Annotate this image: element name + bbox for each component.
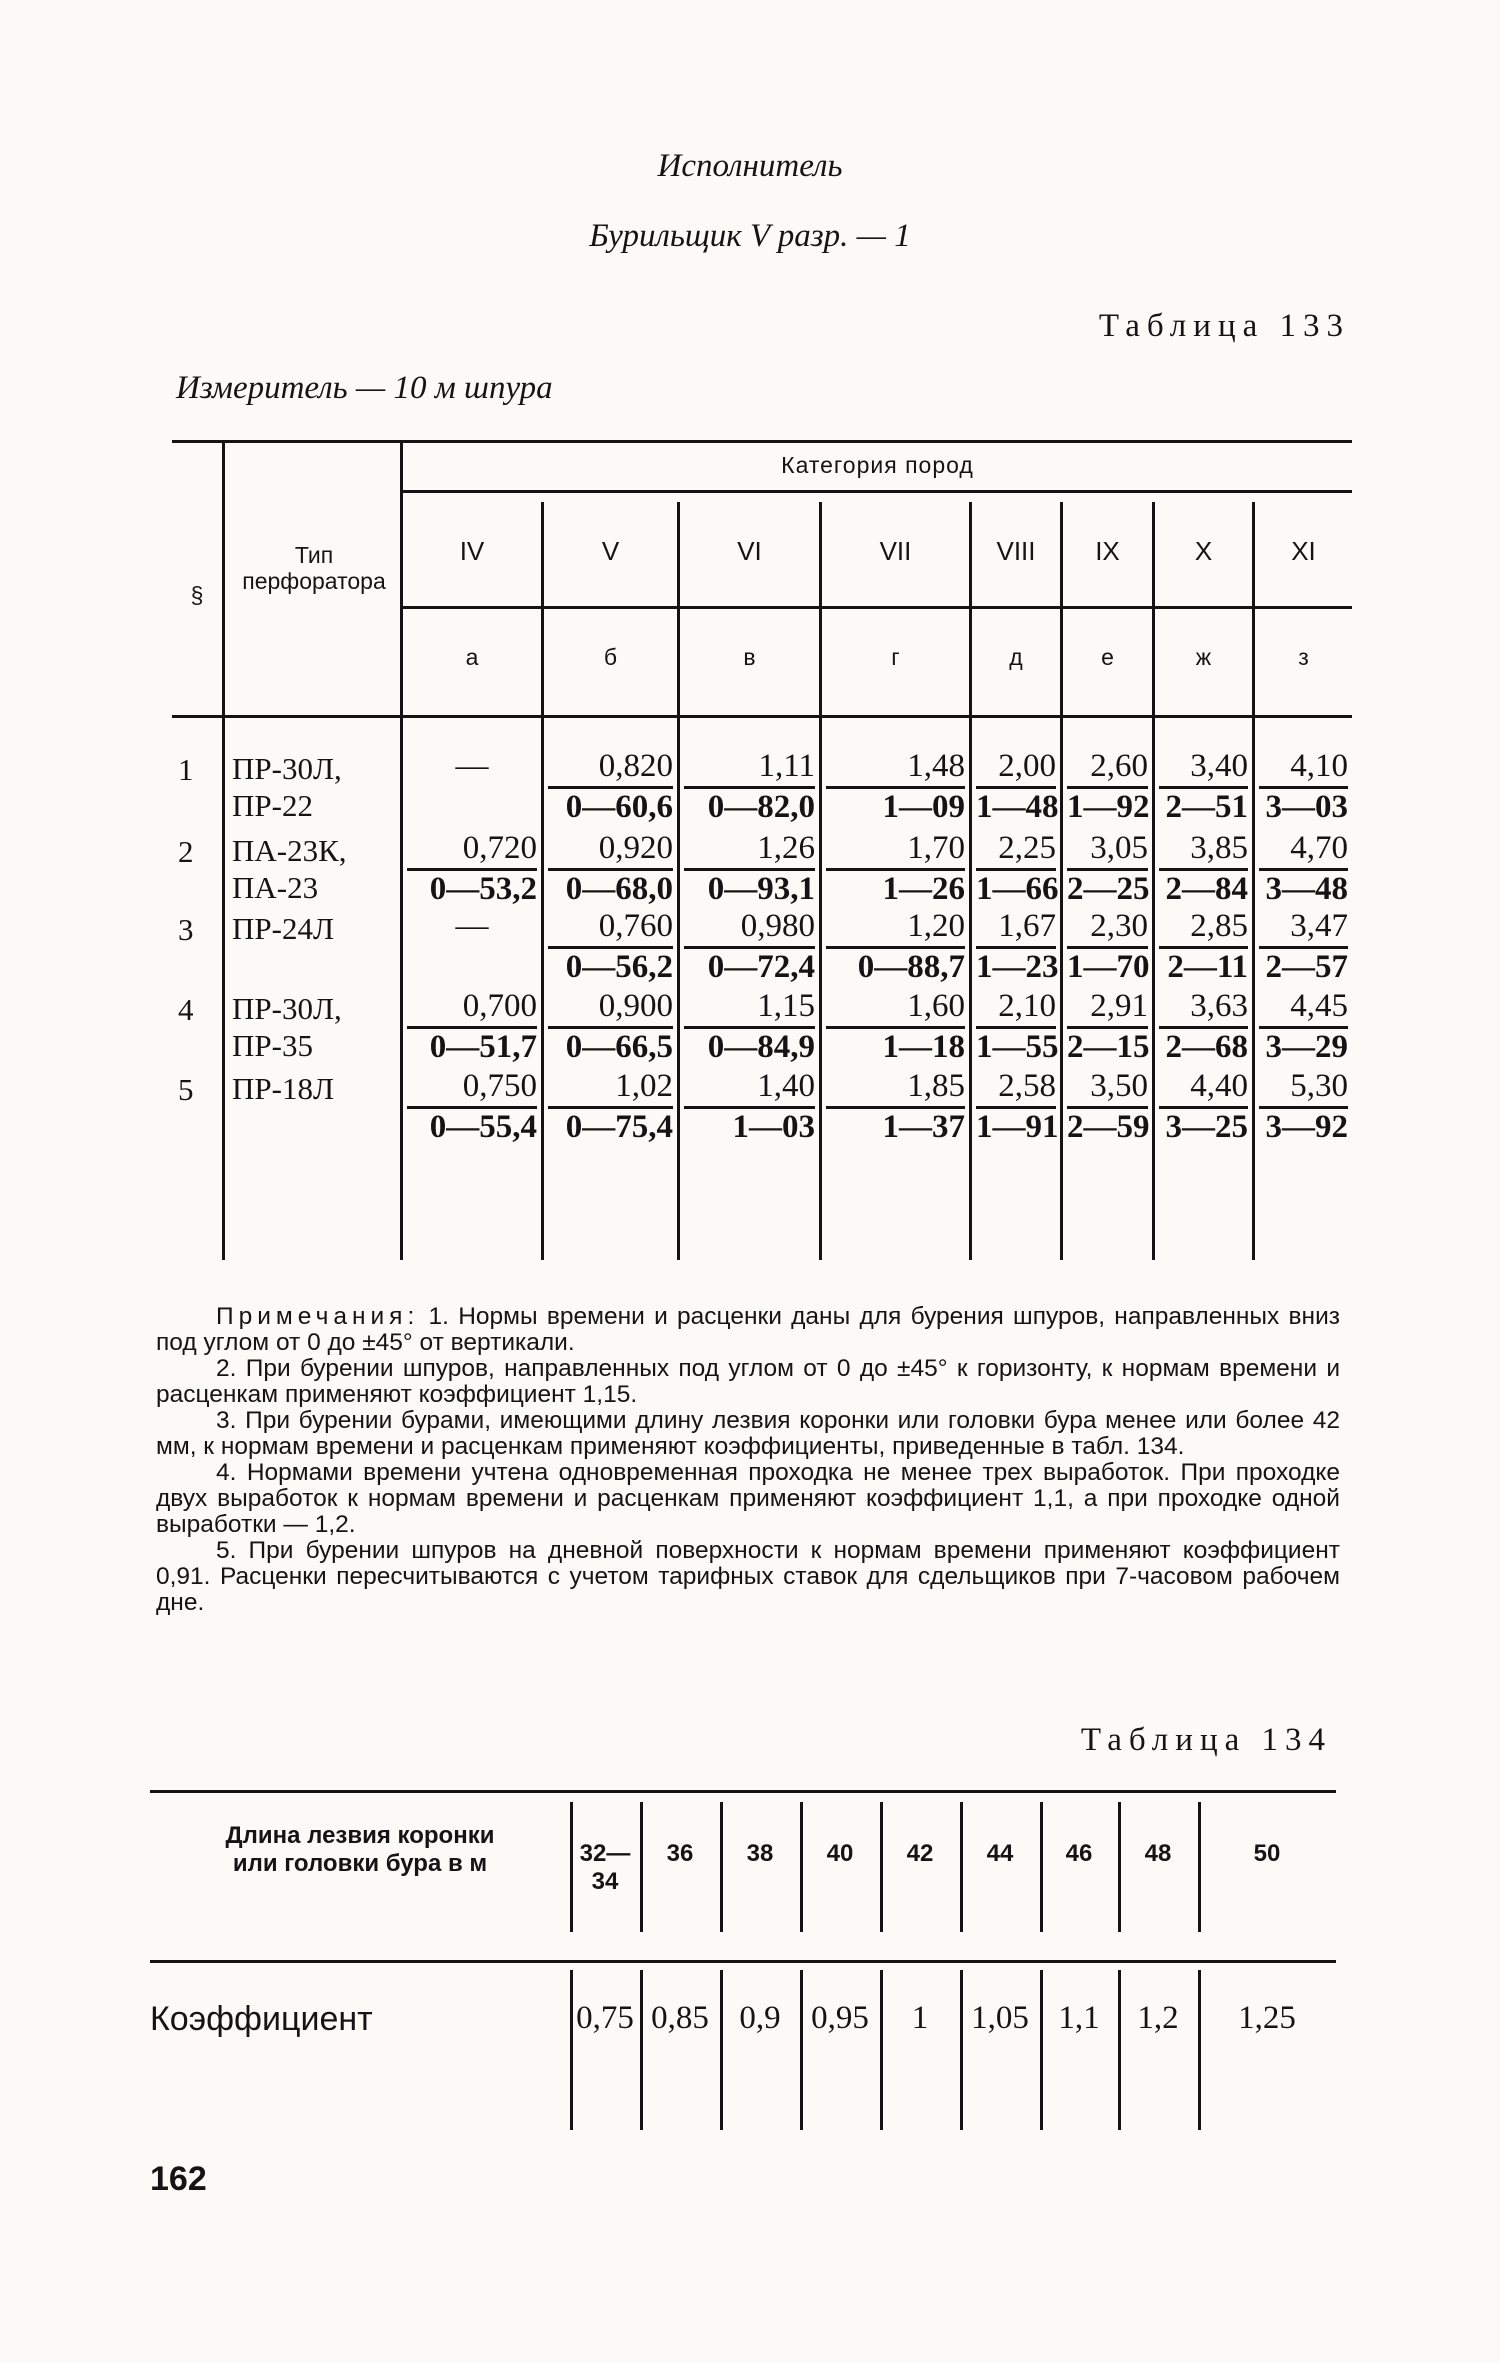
- coefficient-value: 1,25: [1238, 2000, 1296, 2036]
- table-cell: 2,10 1—55: [976, 988, 1059, 1065]
- table-cell: 0,760 0—56,2: [548, 908, 673, 985]
- coefficient-value: 1: [911, 2000, 929, 2036]
- table-cell: 0,820 0—60,6: [548, 748, 673, 825]
- table-133-measure: Измеритель — 10 м шпура: [176, 370, 553, 406]
- coefficient-value: 0,75: [576, 2000, 634, 2036]
- perforator-type: ПР-30Л, ПР-35: [232, 991, 342, 1063]
- category-header: VI: [737, 536, 762, 566]
- table-cell: 1,02 0—75,4: [548, 1068, 673, 1145]
- perforator-type: ПР-30Л, ПР-22: [232, 751, 342, 823]
- table-cell: 1,26 0—93,1: [684, 830, 815, 907]
- executor-name: Бурильщик V разр. — 1: [589, 218, 911, 254]
- table-cell: 3,85 2—84: [1159, 830, 1248, 907]
- coefficient-label: Коэффициент: [150, 2000, 373, 2038]
- table-cell: 1,48 1—09: [826, 748, 965, 825]
- table-cell: 0,700 0—51,7: [407, 988, 537, 1065]
- category-letter: а: [465, 644, 479, 670]
- notes-label: Примечания:: [216, 1303, 420, 1330]
- table-134: [150, 1790, 1336, 2130]
- row-number: 3: [178, 912, 194, 947]
- table-cell: 4,40 3—25: [1159, 1068, 1248, 1145]
- table-cell: 4,10 3—03: [1259, 748, 1348, 825]
- category-header: IV: [459, 536, 485, 566]
- page-number: 162: [150, 2160, 207, 2198]
- coefficient-value: 1,05: [971, 2000, 1029, 2036]
- table-cell: 3,50 2—59: [1067, 1068, 1150, 1145]
- row-number: 2: [178, 834, 194, 869]
- blade-length: 50: [1253, 1840, 1281, 1867]
- table-cell: 0,750 0—55,4: [407, 1068, 537, 1145]
- table-cell: 2,30 1—70: [1067, 908, 1150, 985]
- table-cell: 2,91 2—15: [1067, 988, 1150, 1065]
- blade-length: 36: [666, 1840, 694, 1867]
- category-letter: ж: [1195, 644, 1212, 670]
- table-cell: 2,58 1—91: [976, 1068, 1059, 1145]
- blade-length: 44: [986, 1840, 1014, 1867]
- category-letter: з: [1298, 644, 1309, 670]
- blade-length: 40: [826, 1840, 854, 1867]
- table-134-header: Длина лезвия коронки или головки бура в м: [225, 1822, 495, 1877]
- table-cell: 0,720 0—53,2: [407, 830, 537, 907]
- table-133-title: Таблица 133: [1098, 308, 1350, 344]
- table-cell: 2,85 2—11: [1159, 908, 1248, 985]
- notes: [156, 1304, 1340, 1616]
- table-cell: 3,05 2—25: [1067, 830, 1150, 907]
- category-header: VIII: [996, 536, 1036, 566]
- category-header: VII: [879, 536, 912, 566]
- table-cell: 0,900 0—66,5: [548, 988, 673, 1065]
- blade-length: 46: [1065, 1840, 1093, 1867]
- column-section: §: [190, 582, 204, 608]
- perforator-type: ПР-18Л: [232, 1071, 334, 1106]
- table-cell: 3,47 2—57: [1259, 908, 1348, 985]
- table-cell: 1,20 0—88,7: [826, 908, 965, 985]
- row-number: 5: [178, 1072, 194, 1107]
- note-5: 5. При бурении шпуров на дневной поверхности к нормам времени применяют коэффициент 0,91. Расценки пересчитываются с учетом тарифных ставок для сдельщиков при 7-часовом рабочем дне.: [156, 1537, 1340, 1616]
- table-cell: 1,40 1—03: [684, 1068, 815, 1145]
- blade-length: 38: [746, 1840, 774, 1867]
- table-cell: 0,920 0—68,0: [548, 830, 673, 907]
- executor-label: Исполнитель: [657, 148, 843, 184]
- table-cell: —: [455, 748, 489, 784]
- note-1: 1. Нормы времени и расценки даны для бурения шпуров, направленных вниз под углом от 0 до ±45° от вертикали.: [156, 1303, 1340, 1356]
- row-number: 4: [178, 992, 194, 1027]
- table-cell: 4,45 3—29: [1259, 988, 1348, 1065]
- note-2: 2. При бурении шпуров, направленных под углом от 0 до ±45° к горизонту, к нормам времени и расценкам применяют коэффициент 1,15.: [156, 1355, 1340, 1408]
- column-type: Тип перфоратора: [242, 542, 386, 594]
- note-3: 3. При бурении бурами, имеющими длину лезвия коронки или головки бура менее или более 42 мм, к нормам времени и расценкам применяют коэффициенты, приведенные в табл. 134.: [156, 1407, 1340, 1460]
- table-cell: 1,67 1—23: [976, 908, 1059, 985]
- table-cell: 1,70 1—26: [826, 830, 965, 907]
- coefficient-value: 1,2: [1137, 2000, 1179, 2036]
- table-cell: 5,30 3—92: [1259, 1068, 1348, 1145]
- perforator-type: ПА-23К, ПА-23: [232, 833, 347, 905]
- coefficient-value: 0,95: [811, 2000, 869, 2036]
- table-cell: 3,40 2—51: [1159, 748, 1248, 825]
- table-cell: 2,00 1—48: [976, 748, 1059, 825]
- blade-length: 48: [1144, 1840, 1172, 1867]
- category-header: XI: [1291, 536, 1316, 566]
- blade-length: 32—34: [579, 1840, 631, 1895]
- category-letter: в: [743, 644, 756, 670]
- blade-length: 42: [906, 1840, 934, 1867]
- coefficient-value: 0,85: [651, 2000, 709, 2036]
- table-134-title: Таблица 134: [1080, 1722, 1332, 1758]
- category-letter: е: [1101, 644, 1114, 670]
- category-letter: д: [1009, 644, 1023, 670]
- table-133: [172, 440, 1352, 1260]
- category-letter: б: [603, 644, 618, 670]
- table-cell: —: [455, 908, 489, 944]
- category-header: V: [601, 536, 620, 566]
- category-header: IX: [1095, 536, 1120, 566]
- table-cell: 1,15 0—84,9: [684, 988, 815, 1065]
- table-cell: 1,60 1—18: [826, 988, 965, 1065]
- row-number: 1: [178, 752, 194, 787]
- table-cell: 1,11 0—82,0: [684, 748, 815, 825]
- coefficient-value: 0,9: [739, 2000, 781, 2036]
- coefficient-value: 1,1: [1058, 2000, 1100, 2036]
- table-cell: 2,60 1—92: [1067, 748, 1150, 825]
- category-letter: г: [891, 644, 900, 670]
- note-4: 4. Нормами времени учтена одновременная проходка не менее трех выработок. При проходке двух выработок к нормам времени и расценкам применяют коэффициент 1,1, а при проходке одной выработки — 1,2.: [156, 1459, 1340, 1538]
- table-cell: 2,25 1—66: [976, 830, 1059, 907]
- table-cell: 1,85 1—37: [826, 1068, 965, 1145]
- table-cell: 3,63 2—68: [1159, 988, 1248, 1065]
- column-category: Категория пород: [781, 452, 974, 478]
- category-header: X: [1194, 536, 1213, 566]
- table-cell: 4,70 3—48: [1259, 830, 1348, 907]
- perforator-type: ПР-24Л: [232, 911, 334, 946]
- table-cell: 0,980 0—72,4: [684, 908, 815, 985]
